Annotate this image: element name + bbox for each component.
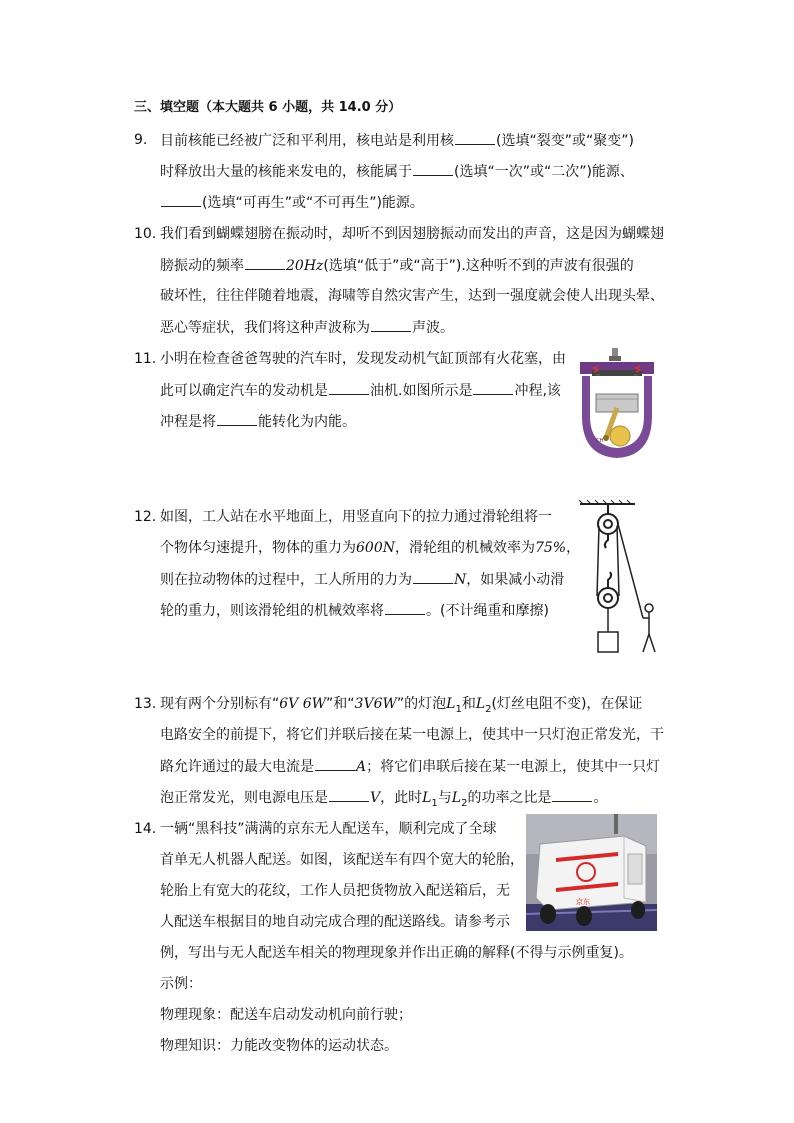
q11-blank-1[interactable] xyxy=(329,380,369,395)
q14-line-2: 首单无人机器人配送。如图，该配送车有四个宽大的轮胎， xyxy=(160,852,524,868)
q9-blank-1[interactable] xyxy=(455,130,495,145)
q11-line-1: 小明在检查爸爸驾驶的汽车时，发现发动机气缸顶部有火花塞，由 xyxy=(160,351,566,367)
q10-number: 10. xyxy=(134,226,157,242)
q14-line-1: 一辆“黑科技”满满的京东无人配送车，顺利完成了全球 xyxy=(160,821,497,837)
q13-line-1: 现有两个分别标有“6V 6W”和“3V6W”的灯泡$L_1$和$L_2$(灯丝电阻不变)，在保证 xyxy=(160,696,643,715)
svg-text:CH: CH xyxy=(596,438,604,444)
q9-number: 9. xyxy=(134,132,148,148)
q9-line-2: 时释放出大量的核能来发电的，核能属于 (选填“一次”或“二次”)能源、 xyxy=(160,161,634,182)
q12-blank-2[interactable] xyxy=(385,600,425,615)
q12-blank-1[interactable] xyxy=(413,569,453,584)
q9-line-3: (选填“可再生”或“不可再生”)能源。 xyxy=(160,192,424,213)
q14-line-8: 物理知识：力能改变物体的运动状态。 xyxy=(160,1038,398,1054)
q14-line-6: 示例： xyxy=(160,976,202,992)
movable-pulley xyxy=(598,588,618,608)
q12-line-1: 如图，工人站在水平地面上，用竖直向下的拉力通过滑轮组将一 xyxy=(160,509,552,525)
q10-line-1: 我们看到蝴蝶翅膀在振动时，却听不到因翅膀振动而发出的声音，这是因为蝴蝶翅 xyxy=(160,226,664,242)
q11-number: 11. xyxy=(134,351,157,367)
q9-blank-3[interactable] xyxy=(161,192,201,207)
q11-blank-3[interactable] xyxy=(217,411,257,426)
load-block xyxy=(598,632,618,652)
q9-line-1: 目前核能已经被广泛和平利用，核电站是利用核 (选填“裂变”或“聚变”) xyxy=(160,130,634,151)
q14-line-7: 物理现象：配送车启动发动机向前行驶； xyxy=(160,1007,412,1023)
q14-number: 14. xyxy=(134,821,157,837)
worker-figure xyxy=(643,604,655,652)
engine-cylinder-figure xyxy=(572,346,662,466)
q11-line-2: 此可以确定汽车的发动机是 油机.如图所示是 冲程,该 xyxy=(160,380,561,401)
q10-line-3: 破坏性，往往伴随着地震，海啸等自然灾害产生，达到一强度就会使人出现头晕、 xyxy=(160,288,664,304)
q11-blank-2[interactable] xyxy=(473,380,513,395)
q14-line-4: 人配送车根据目的地自动完成合理的配送路线。请参考示 xyxy=(160,914,510,930)
q13-blank-2[interactable] xyxy=(329,787,369,802)
q13-blank-3[interactable] xyxy=(552,787,592,802)
q11-line-3: 冲程是将 能转化为内能。 xyxy=(160,411,356,432)
pulley-system-figure xyxy=(575,500,665,660)
q12-number: 12. xyxy=(134,509,157,525)
q12-line-3: 则在拉动物体的过程中，工人所用的力为 N，如果减小动滑 xyxy=(160,569,564,590)
q13-number: 13. xyxy=(134,696,157,712)
q10-blank-1[interactable] xyxy=(245,255,285,270)
q9-blank-2[interactable] xyxy=(413,161,453,176)
delivery-vehicle-photo xyxy=(526,814,657,931)
section-title: 三、填空题（本大题共 6 小题，共 14.0 分） xyxy=(134,100,402,115)
q13-line-3: 路允许通过的最大电流是 A；将它们串联后接在某一电源上，使其中一只灯 xyxy=(160,756,660,777)
q13-line-4: 泡正常发光，则电源电压是 V，此时$L_1$与$L_2$的功率之比是 。 xyxy=(160,787,607,814)
fixed-pulley xyxy=(598,514,618,534)
q14-line-5: 例，写出与无人配送车相关的物理现象并作出正确的解释(不得与示例重复)。 xyxy=(160,945,633,961)
q12-line-4: 轮的重力，则该滑轮组的机械效率将 。(不计绳重和摩擦) xyxy=(160,600,549,621)
q12-line-2: 个物体匀速提升，物体的重力为600N，滑轮组的机械效率为75%， xyxy=(160,540,581,556)
q10-line-4: 恶心等症状，我们将这种声波称为 声波。 xyxy=(160,317,454,338)
truck-logo-text: 京东 xyxy=(576,898,590,906)
q13-line-2: 电路安全的前提下，将它们并联后接在某一电源上，使其中一只灯泡正常发光，干 xyxy=(160,727,664,743)
q14-line-3: 轮胎上有宽大的花纹，工作人员把货物放入配送箱后，无 xyxy=(160,883,510,899)
q13-blank-1[interactable] xyxy=(315,756,355,771)
q10-blank-2[interactable] xyxy=(371,317,411,332)
q10-line-2: 膀振动的频率 20Hz(选填“低于”或“高于”).这种听不到的声波有很强的 xyxy=(160,255,634,276)
